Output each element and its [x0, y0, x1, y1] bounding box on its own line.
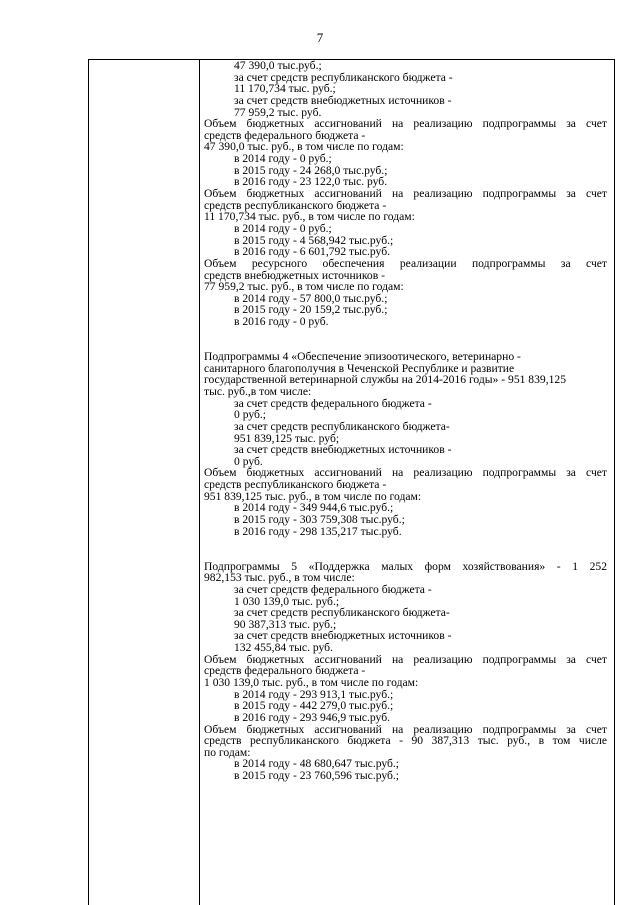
- text-line: средств федерального бюджета -: [204, 664, 366, 678]
- text-line: 0 руб.: [234, 454, 263, 468]
- text-line: тыс. руб.,в том числе:: [204, 384, 312, 398]
- text-line: 11 170,734 тыс. руб.;: [234, 82, 336, 96]
- text-line: Объем бюджетных ассигнований на реализацию подпрограммы за счет: [204, 722, 607, 736]
- text-line: санитарного благополучия в Чеченской Республике и развитие: [204, 361, 515, 375]
- text-line: Объем бюджетных ассигнований на реализацию подпрограммы за счет: [204, 466, 607, 480]
- text-line: в 2015 году - 303 759,308 тыс.руб.;: [234, 513, 405, 526]
- text-line: за счет средств федерального бюджета -: [234, 582, 432, 596]
- text-line: 982,153 тыс. руб., в том числе:: [204, 571, 355, 585]
- text-line: в 2016 году - 23 122,0 тыс. руб.: [234, 175, 388, 189]
- page-number: 7: [316, 30, 324, 45]
- text-line: в 2016 году - 298 135,217 тыс.руб.: [234, 524, 402, 538]
- text-line: Объем ресурсного обеспечения реализации подпрограммы за счет: [204, 256, 607, 270]
- text-line: 11 170,734 тыс. руб., в том числе по годам:: [204, 210, 415, 224]
- text-line: в 2015 году - 24 268,0 тыс.руб.;: [234, 163, 388, 177]
- text-line: в 2016 году - 293 946,9 тыс.руб.: [234, 710, 390, 724]
- text-line: средств республиканского бюджета -: [204, 198, 387, 212]
- document-table: [88, 59, 615, 905]
- text-line: в 2014 году - 0 руб.;: [234, 152, 332, 166]
- text-line: государственной ветеринарной службы на 2014-2016 годы» - 951 839,125: [204, 373, 566, 387]
- text-line: в 2014 году - 57 800,0 тыс.руб.;: [234, 291, 388, 305]
- text-line: средств республиканского бюджета -: [204, 478, 387, 492]
- text-line: 47 390,0 тыс. руб., в том числе по годам:: [204, 140, 404, 154]
- paragraph-gap: [204, 537, 607, 560]
- text-line: за счет средств внебюджетных источников -: [234, 629, 452, 643]
- text-line: 90 387,313 тыс. руб.;: [234, 617, 337, 631]
- text-line: 951 839,125 тыс. руб., в том числе по годам:: [204, 489, 422, 503]
- table-left-column: [89, 60, 200, 905]
- text-line: средств внебюджетных источников -: [204, 268, 385, 282]
- text-line: Объем бюджетных ассигнований на реализацию подпрограммы за счет: [204, 652, 607, 666]
- text-line: за счет средств внебюджетных источников -: [234, 443, 452, 457]
- table-right-column: [200, 60, 614, 782]
- text-line: в 2014 году - 0 руб.;: [234, 221, 332, 235]
- text-line: в 2015 году - 20 159,2 тыс.руб.;: [234, 303, 388, 317]
- text-line: в 2014 году - 48 680,647 тыс.руб.;: [234, 757, 400, 771]
- text-line: за счет средств республиканского бюджета -: [234, 70, 453, 84]
- paragraph-gap: [204, 328, 607, 351]
- text-line: в 2014 году - 293 913,1 тыс.руб.;: [234, 687, 394, 701]
- text-line: 1 030 139,0 тыс. руб.;: [234, 594, 340, 608]
- text-line: 77 959,2 тыс. руб., в том числе по годам:: [204, 280, 404, 294]
- text-line: Объем бюджетных ассигнований на реализацию подпрограммы за счет: [204, 117, 607, 131]
- text-line: в 2015 году - 442 279,0 тыс.руб.;: [234, 699, 394, 713]
- text-line: 77 959,2 тыс. руб.: [234, 105, 322, 119]
- text-line: за счет средств республиканского бюджета-: [234, 419, 450, 433]
- text-line: 132 455,84 тыс. руб.: [234, 641, 333, 655]
- text-line: по годам:: [204, 745, 251, 759]
- text-line: 1 030 139,0 тыс. руб., в том числе по годам:: [204, 675, 419, 689]
- text-line: 0 руб.;: [234, 408, 267, 422]
- text-line: 951 839,125 тыс. руб;: [234, 431, 340, 445]
- text-line: средств республиканского бюджета - 90 387,313 тыс. руб., в том числе: [204, 734, 607, 748]
- text-line: в 2015 году - 4 568,942 тыс.руб.;: [234, 233, 394, 247]
- text-line: в 2016 году - 6 601,792 тыс.руб.: [234, 245, 390, 259]
- text-line: Объем бюджетных ассигнований на реализацию подпрограммы за счет: [204, 187, 607, 201]
- text-line: за счет средств федерального бюджета -: [234, 396, 432, 410]
- text-line: в 2016 году - 0 руб.: [234, 315, 329, 329]
- text-line: в 2014 году - 349 944,6 тыс.руб.;: [234, 501, 394, 515]
- text-line: за счет средств республиканского бюджета-: [234, 606, 450, 620]
- text-line: за счет средств внебюджетных источников -: [234, 93, 452, 107]
- text-line: средств федерального бюджета -: [204, 128, 366, 142]
- text-line: Подпрограммы 5 «Поддержка малых форм хозяйствования» - 1 252: [204, 559, 607, 573]
- text-line: Подпрограммы 4 «Обеспечение эпизоотического, ветеринарно -: [204, 350, 521, 364]
- text-line: в 2015 году - 23 760,596 тыс.руб.;: [234, 769, 400, 783]
- text-line: 47 390,0 тыс.руб.;: [234, 59, 322, 72]
